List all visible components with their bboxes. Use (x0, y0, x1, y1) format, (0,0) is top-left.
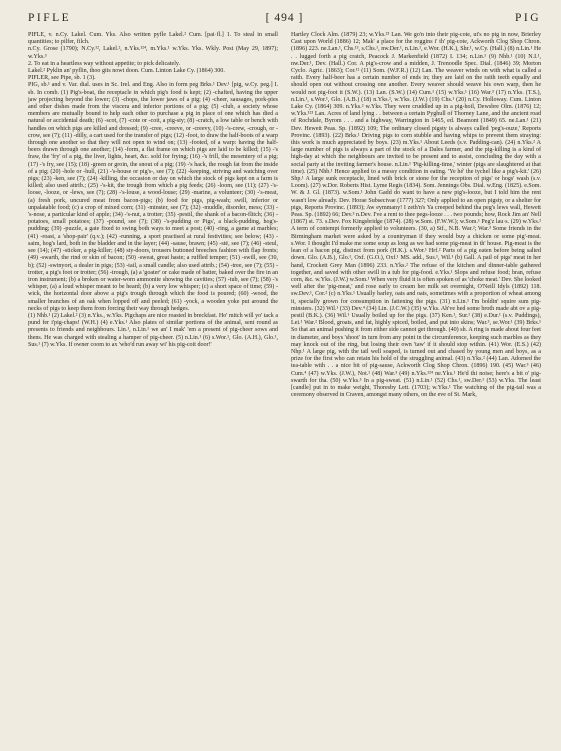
running-header (28, 12, 541, 28)
right-column: Hartley Clock Alm. (1879) 23; w.Yks.²³ Lan. We go'n into their pig-cote, ut's no pig in now, Brierley Cast upon World (1886) 12; Mak' a place for the roggins i' th' pig-cote, Ackworth Clog Shop Chron. (1896) 223. ne.Lan.¹, Chs.¹³, s.Chs.¹, nw.Der.¹, n.Lin.¹, e.Wor. (H.K.), Shr.¹, w.Cy. (Hall.) (8) n.Lin.¹ He . . lugged forth a pig cratch, Peacock J. Markenfield (1872) I. 134; n.Lin.¹ (9) Nhb.¹ (10) N.I.¹, nw.Der.¹, Dev. (Hall.) Cor. A pig's-crow and a midden, J. Trenoodle Spec. Dial. (1846) 39; Morton Cyclo. Agric. (1863); Cor.¹² (11) Som. (W.F.R.) (12) Lan. The weaver winds on with what is called a raith. Every half-beer has a certain number of ends in; they are laid on the raith teeth equally and should open out without crossing one another. Every weaver should weave his own warp, then he would not pig-foot it (S.W.). (13) Lan. (S.W.) (14) Cum.¹ (15) w.Yks.¹ (16) War.³ (17) n.Yks. (T.S.), n.Lin.¹, s.Wor.¹, Glo. (A.B.) (18) n.Yks.², w.Yks. (J.W.) (19) Chs.¹ (20) n.Cy. Holloway. Cum. Linton Lake Cy. (1864) 309. n.Yks.² w.Yks. They were cruddled up in a pig-hoil, Dewsbre Olm. (1876) 12; w.Yks.¹²³ Lan. Acres of land lying . . between a certain Pyghull of Thorney Lane, and the ancient road of Rochdale, Byrom . . . and a highway, Warrington in 1465, ed. Beamont (1849) 65. ne.Lan.¹ (21) Dev. Hewett Peas. Sp. (1892) 109; The ordinary closed pigsty is always called 'peg's-ouze,' Reports Provinc. (1893). (22) Brks.¹ Driving pigs to corn stubble and having whips to prevent them straying: this work is much appreciated by boys. (23) m.Yks.¹ About Leeds (s.v. Padding-can). (24) n.Yks.² A large number of pigs is always a part of the stock of a Dales farmer, and the pig-killing is a kind of high-day at which the neighbours are invited to be present and to assist, concluding the day with a social party at the inviting farmer's house. n.Lin.¹ 'Pig-killing-time,' winter (pigs are slaughtered at that time). (25) Nhb.¹ Hence applied to a messy condition in eating. 'Ye hé' the tychel like a pig's-kit.' (26) Shp.¹ A large sunk receptacle, lined with brick or stone for the reception of pigs' or hogs' wash (s.v. Loom). (27) w.Dor. Roberts Hist. Lyme Regis (1834). Som. Jennings Obs. Dial. w.Eng. (1825). e.Som. W. & J. Gl. (1873). w.Som.¹ John Gadd do want to have a new pig's-looze, but I told him the rent wasn't low already. Dev. Horae Subsecivae (1777) 327; Only applied to an open pigsty, or a shelter for pigs, Reports Provinc. (1893); Aw eymmany! I zeth'n's Ya creeped behind tha peg's lews wall, Hewett Peas. Sp. (1892) 66; Dev.³ n.Dev. I've a rent to thee pegs-looze . . . two pounds; how, Rock Jim an' Nell (1867) st. 73. s.Dev. Fox Kingsbridge (1874). (28) w.Som. (F.W.W.); w.Som.¹ Peg'z lau·s. (29) w.Yks.² A term of contempt formerly applied to volunteers. (30, a) Stf., N.B. War.²; War.³ Some friends in the Birmingham market were asked by a countryman if they would buy a chicken or some pig'-meat. s.Wor. I thought I'd make me some soup as long as we had some pig-meat in th' house. Pig-meat is the lean of a bacon pig, distinct from pork (H.K.). s.Wor.¹ Hrf.² Parts of a pig eaten before being salted down. Glo. (A.B.), Glo.¹, Oxf. (G.O.), Oxf.¹ MS. add., Sus.¹, Wil.¹ (b) Gall. A pail of pigs' meat in her hand, Crockett Grey Man (1896) 233. n.Yks.² The refuse of the kitchen and dinner-table gathered together, and saved with other swill in a tub for pig-food. e.Yks.¹ Slops and refuse food; bran, refuse corn, &c. w.Yks. (J.W.) w.Som.¹ When very fluid it is often spoken of as 'choke meat.' Dev. She looked well after the 'pig-meat,' and rose early to cream her milk set overnight, O'Neill Idyls (1892) 118. sw.Dev.¹, Cor.² (c) n.Yks.¹ Usually barley, oats and oats, sometimes with a proportion of wheat among it, specially grown for consumption in fattening the pigs. (31) n.Lin.¹ I'm boldin' squire sum pig-minsters. (32) Wil.¹ (33) Dev.⁴ (34) Lin. (J.C.W.) (35) w.Yks. Ah've hed some broth made abt ov a pig-pestil (B.K.). (36) Wil.¹ Usually boiled up for the pigs. (37) Ken.¹, Sur.¹ (38) e.Dur.¹ (s.v. Puddings), Lei.¹ War.² Blood, groats, and fat, highly spiced, boiled, and put into skins; War.³, se.Wor.¹ (39) Brks.¹ So that an animal pushing it from either side cannot get through. (40) sh. A ring is made about four feet in diameter, and boys 'shoot' in turn from any point in the circumference, keeping such marbles as they may knock out of the ring, but losing their own 'taw' if it should stop within. (41) Wor. (E.S.) (42) Nhp.¹ A large pig, with the tail well soaped, is turned out and chased by young men and boys, as a prize for the first who can retain his hold of the struggling animal. (43) n.Yks.² (44) Lan. Adorned the tea-table with . . a nice bit of pig-sause, Ackworth Clog Shop Chron. (1896) 190. (45) War.³ (46) Cum.⁴ (47) w.Yks. (J.W.), Not.¹ (48) War.³ (49) n.Yks.¹²⁴ ne.Yks.¹ He'd thi noise; here's a bit o' pig-swarth for tha. (50) w.Yks.³ In a pig-sweat. (51) n.Lin.¹ (52) Chs.¹, sw.Der.¹ (53) w.Yks. The least [candle] put in to make weight, Thoresby Lett. (1703); w.Yks.¹ The watching of the pig-tail was a ceremony observed in Craven, amongst many others, on the eve of St. Mark, (291, 32, 543, 399)
header-right-headword: PIG (514, 12, 541, 24)
page-number: [ 494 ] (265, 12, 304, 24)
left-column: PIFLE, v. n.Cy. Lakel. Cum. Yks. Also written pyfle Lakel.² Cum. [pai·fl.] 1. To steal in small quantities; to pilfer, filch. n.Cy. Grose (1790); N.Cy.¹², Lakel.², n.Yks.¹²⁴, m.Yks.¹ w.Yks. Yks. Wkly. Post (May 29, 1897); w.Yks.³ 2. To eat in a heartless way without appetite; to pick delicately. Lakel.² Pyklin an' pyflin, thoo gits nowt doon. Cum. Linton Lake Cy. (1864) 300. PIFLER, see Pipe, sb. 1 (3). PIG, sb.¹ and v. Var. dial. uses in Sc. Irel. and Eng. Also in form peg Brks.¹ Dev.¹ [pig, w.Cy. peg.] I. sb. In comb. (1) Pig's-boat, the receptacle in which pig's food is kept; (2) -chafted, having the upper jaw projecting beyond the lower; (3) -chops, the lower jaws of a pig; (4) -cheer, sausages, pork-pies and other dishes made from the viscera and inferior portions of a pig; (5) -club, a society whose members are mutually bound to help each other to purchase a pig in place of one which has died a natural or accidental death; (6) -scot, (7) -cote or -coit, a pig-sty; (8) -cratch, a low table or bench with handles on which pigs are killed and dressed; (9) -cree, -creeve, or -creevy, (10) -'s-crew, -crough, or -crow, see (7); (11) -dilly, a cart used for the transfer of pigs; (12) -foot, to draw the half-boots of a warp through one another so that they will not open to wind on; (13) -footed, of a warp: having the half-beers drawn through one another; (14) -form, a flat frame on which pigs are laid to be killed; (15) -'s fraw, the 'fry' of a pig, the liver, lights, heart, &c. sold for frying; (16) -'s frill, the mesentery of a pig; (17) -'s fry, see (15); (18) -green or groin, the snout of a pig; (19) -'s hack, the rough fat from the inside of a pig; (20) -hole or -hull, (21) -'s-house or pig's-, see (7); (22) -keeping, striving and watching over pigs; (23) -ken, see (7); (24) -killing, the occasion or day on which the stock of pigs kept on a farm is killed; also used attrib.; (25) -'s-kit, the trough from which a pig feeds; (26) -loom, see (11); (27) -'s-loose, -looze, or -lews, see (7); (28) -'s-louse, a wood-louse; (29) -marine, a volunteer; (30) -'s-meat, (a) fresh pork, uncured meat from bacon-pigs; (b) food for pigs, pig-wash; swill, inferior or unpalatable food; (c) a crop of mixed corn; (31) -minster, see (7); (32) -muddle, disorder, mess; (33) -'s-nose, a particular kind of apple; (34) -'s-nut, a trotter; (35) -pestil, the shank of a bacon-flitch; (36) -potatoes, small potatoes; (37) -pound, see (7); (38) -'s-pudding or Pigs', a black-pudding, hog's-pudding; (39) -puzzle, a gate fixed to swing both ways to meet a post; (40) -ring, a game at marbles; (41) -roast, a 'shop-pair' (q.v.); (42) -running, a sport practised at rural festivities; see below; (43) -saim, hog's lard, both in the bladder and in the layer; (44) -sause, brawn; (45) -stē, see (7); (46) -steul, see (14); (47) -sticker, a pig-killer; (48) sty-doors, trousers buttoned breeches fashion with flap fronts; (49) -swarth, the rind or skin of bacon; (50) -sweat, great haste; a ruffled temper; (51) -swill, see (30, b); (52) -swinyort, a dealer in pigs; (53) -tail, a small candle; also used attrib.; (54) -tree, see (7); (55) -trotter, a pig's foot or trotter; (56) -trough, (a) a 'goater' or cake made of batter, baked over the fire in an iron instrument; (b) a broken or water-worn ammonite showing the cavities; (57) -tub, see (7); (58) -'s whisper, (a) a loud whisper meant to be heard; (b) a very low whisper; (c) a short space of time; (59) -wick, the horizontal door above a pig's trough through which the food is poured; (60) -wood, the smaller branches of an oak when lopped off and peeled; (61) -yock, a wooden yoke put around the necks of pigs to keep them from forcing their way through hedges. (1) Nhb.¹ (2) Lakel.² (3) n.Yks., w.Yks. Pigchaps are nice roasted in breckfast. Ho' mitch will yo' tack a pund fer i'pig-chaps! (W.H.) (4) e.Yks.¹ Also plates of similar portions of the animal, sent round as presents to friends and neighbours. Lin.¹, n.Lin.¹ we an' I mak' 'em a present of pig-cheer sows and thens. He was charged with stealing a hamper of pig-cheer. (5) n.Lin.¹ (6) s.Wor.¹, Glo. (A.H.), Glo.¹, Sus.¹ (7) w.Yks. If owner coom to ax 'who'd run away wi' his pig-coit door!' (28, 32, 278, 348)
header-left-headword: PIFLE (28, 12, 72, 24)
text-columns (28, 32, 541, 745)
